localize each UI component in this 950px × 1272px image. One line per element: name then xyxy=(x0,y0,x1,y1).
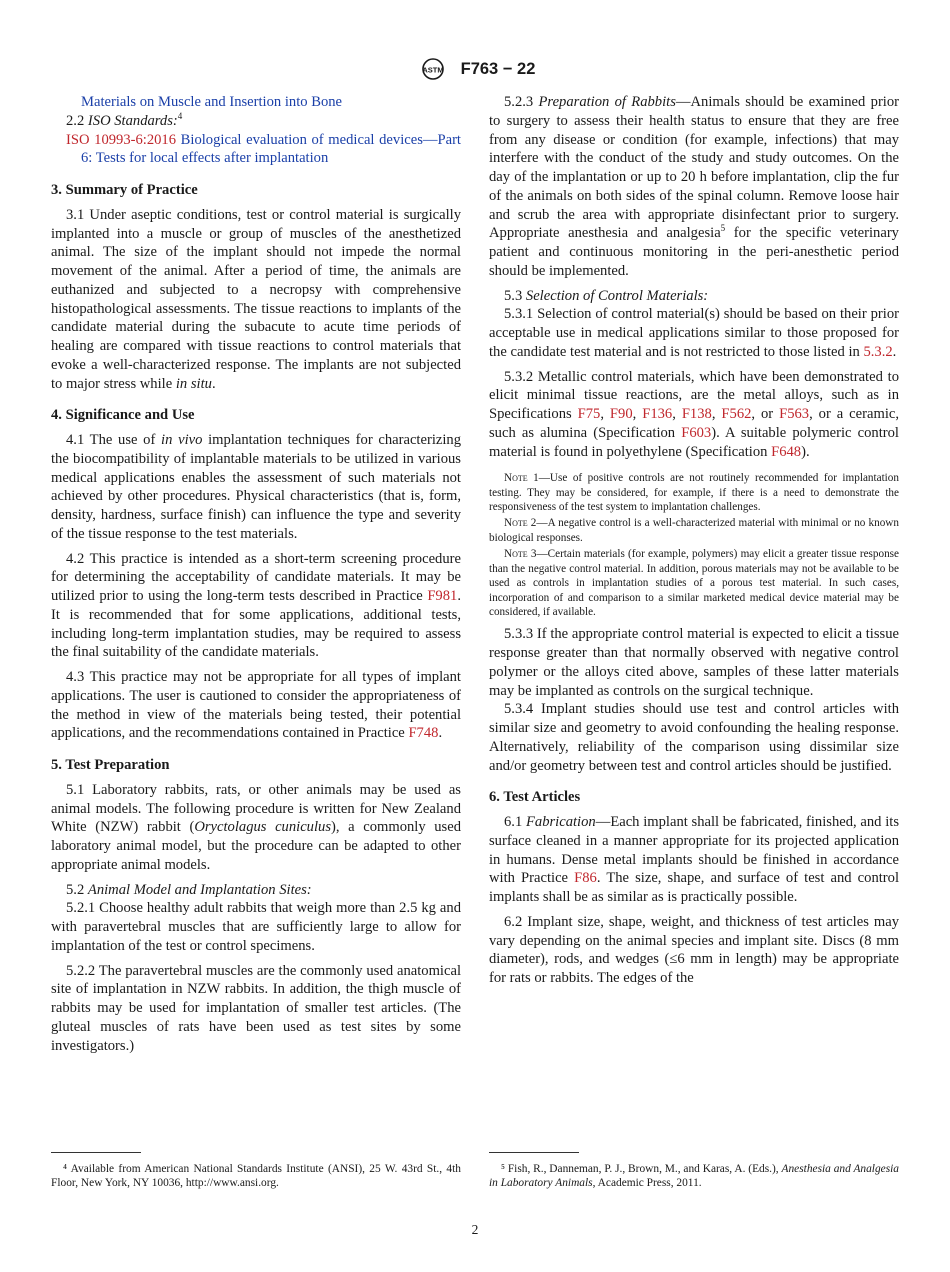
iso-standards-heading: 2.2 ISO Standards:$^4$ xyxy=(66,110,183,129)
iso-reference-code-link[interactable]: ISO 10993-6:2016 xyxy=(66,131,177,148)
paragraph-4-2: 4.2 This practice is intended as a short-term screening procedure for determining the acceptability of candidate materials. It may be utilized prior to using the long-term tests described in Practice F981. It is recommended that for some applications, additional tests, including long-term implantation studies, may be required to assess the final suitability of the candidate materials. xyxy=(51,550,461,661)
paragraph-6-1: 6.1 Fabrication—Each implant shall be fabricated, finished, and its surface cleaned in a manner appropriate for its projected application in humans. Dense metal implants should be finished in accordance with Practice F86. The size, shape, and surface of test and control implants shall be as similar as is practically possible. xyxy=(489,814,900,906)
paragraph-4-1: 4.1 The use of in vivo implantation techniques for characterizing the biocompatibility of implantable materials to be utilized in various medical applications enables the assessment of such materials not achieved by other procedures. Physical characteristics (that is, form, density, hardness, surface finish) can influence the type and severity of the tissue response to the test materials. xyxy=(51,432,462,542)
link-f75[interactable]: F75 xyxy=(577,406,601,422)
link-f562[interactable]: F562 xyxy=(721,406,752,422)
page-number: 2 xyxy=(471,1222,479,1237)
designation: F763 − 22 xyxy=(460,59,536,78)
footnote-5: ⁵ Fish, R., Danneman, P. J., Brown, M., and Karas, A. (Eds.), Anesthesia and Analgesia in Laboratory Animals, Academic Press, 2011. xyxy=(489,1163,899,1190)
astm-logo-icon xyxy=(415,58,451,80)
iso-reference-title-link[interactable]: Biological evaluation of medical devices—Part 6: Tests for local effects after implantation xyxy=(81,131,461,167)
note-1: Note 1—Use of positive controls are not routinely recommended for implantation testing. They may be considered, for example, if there is a need to demonstrate the responsiveness of the test system to implantation challenges. xyxy=(489,472,899,514)
link-f748[interactable]: F748 xyxy=(408,725,439,742)
paragraph-5-2-3: 5.2.3 Preparation of Rabbits—Animals should be examined prior to surgery to assess their health status to ensure that they are free from any disease or condition (for example, infections) that may interfere with the conduct of the study and study outcomes. On the day of the implantation or up to 20 h before implantation, clip the fur of the animals on both sides of the spinal column. Remove loose hair and scrub the area with appropriate disinfectant prior to surgery. Appropriate anesthesia and analgesia$^5$ for the specific veterinary patient and continuous monitoring in the peri-anesthetic period should be implemented. xyxy=(489,94,900,279)
right-column xyxy=(489,93,899,988)
link-f563[interactable]: F563 xyxy=(779,406,810,422)
page-header xyxy=(0,58,950,82)
note-2: Note 2—A negative control is a well-characterized material with minimal or no known biological responses. xyxy=(489,517,899,544)
link-f648[interactable]: F648 xyxy=(771,443,802,460)
link-f90[interactable]: F90 xyxy=(609,406,633,422)
footnote-rule-left xyxy=(51,1152,141,1153)
paragraph-5-2-2: 5.2.2 The paravertebral muscles are the commonly used anatomical site of implantation in NZW rabbits. In addition, the thigh muscle of rabbits may be used for implantation of smaller test articles. (The gluteal muscles of rats have been used as test sites by some investigators.) xyxy=(51,962,461,1054)
section-5-heading: 5. Test Preparation xyxy=(51,757,170,773)
paragraph-5-3-4: 5.3.4 Implant studies should use test and control articles with similar size and geometry to avoid confounding the healing response. Alternatively, reliability of the comparison using dissimilar size and/or geometry between test and control articles should be justified. xyxy=(489,701,899,774)
paragraph-5-3-3: 5.3.3 If the appropriate control material is expected to elicit a tissue response greater than that normally observed with negative control polymer or the alloys cited above, samples of these latter materials may be implanted as controls on the surgical technique. xyxy=(489,626,899,699)
section-6-heading: 6. Test Articles xyxy=(489,789,581,806)
paragraph-5-3: 5.3 Selection of Control Materials: xyxy=(504,287,709,304)
footnote-4: ⁴ Available from American National Standards Institute (ANSI), 25 W. 43rd St., 4th Floor, New York, NY 10036, http://www.ansi.org. xyxy=(51,1163,461,1190)
paragraph-6-2: 6.2 Implant size, shape, weight, and thickness of test articles may vary depending on the animal species and implant site. Discs (8 mm diameter), rods, and wedges (≤6 mm in length) may be appropriate for rats or rabbits. The edges of the xyxy=(489,913,899,987)
link-f86[interactable]: F86 xyxy=(574,870,597,887)
link-f136[interactable]: F136 xyxy=(642,406,673,422)
paragraph-5-1: 5.1 Laboratory rabbits, rats, or other animals may be used as animal models. The following procedure is written for New Zealand White (NZW) rabbit (Oryctolagus cuniculus), a commonly used laboratory animal model, but the procedure can be adapted to other appropriate animal models. xyxy=(51,781,461,873)
iso-reference xyxy=(51,131,461,169)
link-f603[interactable]: F603 xyxy=(681,424,712,441)
note-3: Note 3—Certain materials (for example, polymers) may elicit a greater tissue response than the negative control material. In addition, porous materials may not be available to be used as controls in implantation studies of a porous test material. In such cases, incorporation of and comparison to a similar marketed medical device material may be considered, if available. xyxy=(489,548,899,618)
paragraph-5-3-1: 5.3.1 Selection of control material(s) should be based on their prior acceptable use in medical applications similar to those proposed for the candidate test material and is not restricted to those listed in 5.3.2. xyxy=(489,306,899,360)
reference-link[interactable]: Materials on Muscle and Insertion into Bone xyxy=(81,94,343,110)
link-f981[interactable]: F981 xyxy=(427,588,458,604)
section-4-heading: 4. Significance and Use xyxy=(51,407,195,424)
paragraph-3-1: 3.1 Under aseptic conditions, test or control material is surgically implanted into a muscle or group of muscles of the anesthetized animal. The size of the implant should not impede the normal movement of the animal. After a period of time, the animals are euthanized and subjected to a necropsy with comprehensive histopathological assessments. The tissue reactions to implants of the candidate material during the subacute to acute time periods of healing are compared with tissue reactions to control materials that evoke a well-characterized response. The implants are not subjected to major stress while in situ. xyxy=(51,206,461,392)
paragraph-5-2: 5.2 Animal Model and Implantation Sites: xyxy=(66,881,312,898)
svg-text:ASTM: ASTM xyxy=(421,65,444,75)
section-3-heading: 3. Summary of Practice xyxy=(51,182,198,198)
paragraph-5-3-2: 5.3.2 Metallic control materials, which have been demonstrated to elicit minimal tissue reactions, are the metal alloys, such as in Specifications F75, F90, F136, F138, F562, or F563, or a ceramic, such as alumina (Specification F603). A suitable polymeric control material is found in polyethylene (Specification F648). xyxy=(489,368,900,460)
left-column xyxy=(51,93,461,1055)
footnote-rule-right xyxy=(489,1152,579,1153)
reference-continuation xyxy=(51,93,461,112)
link-5-3-2[interactable]: 5.3.2 xyxy=(863,343,893,360)
paragraph-5-2-1: 5.2.1 Choose healthy adult rabbits that weigh more than 2.5 kg and with paravertebral muscles that are sufficiently large to allow for implantation of the test or control specimens. xyxy=(51,900,461,954)
link-f138[interactable]: F138 xyxy=(681,406,712,422)
paragraph-4-3: 4.3 This practice may not be appropriate for all types of implant applications. The user is cautioned to consider the appropriateness of the method in view of the materials being tested, their potential applications, and the recommendations contained in Practice F748. xyxy=(51,669,461,742)
